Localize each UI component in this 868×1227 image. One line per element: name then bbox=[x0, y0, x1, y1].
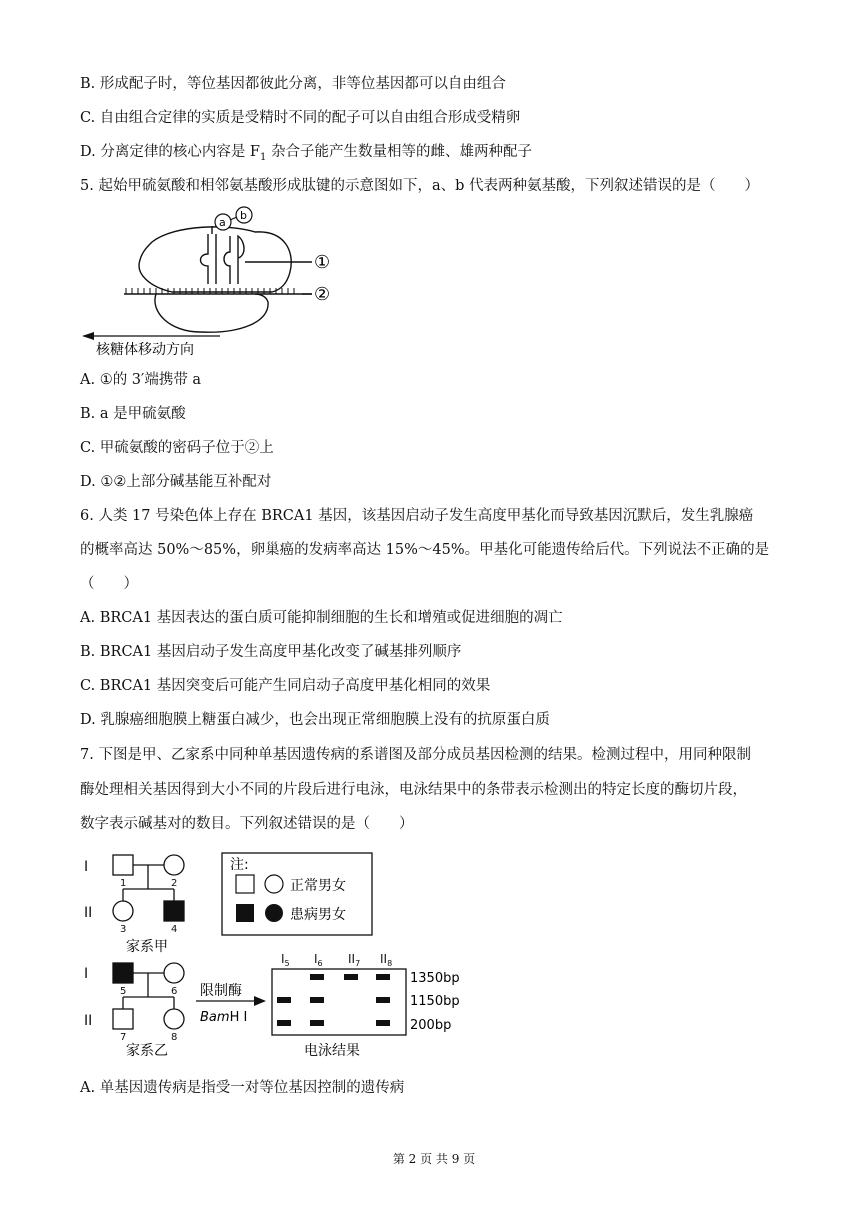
ribosome-figure bbox=[80, 202, 380, 362]
q7-stem-line3: 数字表示碱基对的数目。下列叙述错误的是（ ） bbox=[80, 816, 414, 832]
gel-lane-label: $I_5$ bbox=[281, 952, 290, 968]
gel-size-1150: 1150bp bbox=[410, 994, 460, 1009]
pedigree-and-gel-figure bbox=[76, 845, 506, 1065]
gel-band bbox=[310, 997, 324, 1003]
gel-lane-label: $I_6$ bbox=[314, 952, 323, 968]
q6-option-a: A. BRCA1 基因表达的蛋白质可能抑制细胞的生长和增殖或促进细胞的凋亡 bbox=[80, 610, 563, 626]
gel-size-200: 200bp bbox=[410, 1018, 452, 1033]
generation-II-label-b: II bbox=[84, 1013, 93, 1029]
enzyme-name: BamH I bbox=[200, 1010, 248, 1025]
individual-5: 5 bbox=[120, 986, 127, 997]
q4-option-c: C. 自由组合定律的实质是受精时不同的配子可以自由组合形成受精卵 bbox=[80, 110, 521, 126]
q4-option-d: D. 分离定律的核心内容是 $F_1$ 杂合子能产生数量相等的雌、雄两种配子 bbox=[80, 144, 532, 163]
gel-band bbox=[376, 1020, 390, 1026]
gel-band bbox=[344, 974, 358, 980]
gel-band bbox=[277, 1020, 291, 1026]
q7-option-a: A. 单基因遗传病是指受一对等位基因控制的遗传病 bbox=[80, 1080, 405, 1096]
gel-band bbox=[310, 1020, 324, 1026]
ribosome-direction-caption: 核糖体移动方向 bbox=[96, 342, 194, 358]
q7-stem-line2: 酶处理相关基因得到大小不同的片段后进行电泳，电泳结果中的条带表示检测出的特定长度的酶切片段， bbox=[80, 782, 747, 798]
gel-band bbox=[376, 997, 390, 1003]
q5-option-b: B. a 是甲硫氨酸 bbox=[80, 406, 186, 422]
amino-acid-a-label: a bbox=[219, 216, 226, 229]
gel-lane-label: $II_8$ bbox=[380, 952, 393, 968]
individual-6: 6 bbox=[171, 986, 178, 997]
individual-8: 8 bbox=[171, 1032, 178, 1043]
label-2: ② bbox=[314, 284, 331, 305]
gel-band bbox=[277, 997, 291, 1003]
q6-option-c: C. BRCA1 基因突变后可能产生同启动子高度甲基化相同的效果 bbox=[80, 678, 491, 694]
family-a-label: 家系甲 bbox=[126, 939, 168, 955]
legend-normal: 正常男女 bbox=[290, 878, 346, 894]
q5-option-c: C. 甲硫氨酸的密码子位于②上 bbox=[80, 440, 274, 456]
q6-stem-line1: 6. 人类 17 号染色体上存在 BRCA1 基因，该基因启动子发生高度甲基化而导致基因沉默后，发生乳腺癌 bbox=[80, 508, 754, 524]
generation-I-label-b: I bbox=[84, 966, 89, 982]
page-footer: 第 2 页 共 9 页 bbox=[392, 1152, 476, 1166]
individual-2: 2 bbox=[171, 878, 178, 889]
label-1: ① bbox=[314, 252, 331, 273]
generation-II-label-a: II bbox=[84, 905, 93, 921]
individual-1: 1 bbox=[120, 878, 127, 889]
legend-affected: 患病男女 bbox=[290, 907, 346, 923]
q7-stem-line1: 7. 下图是甲、乙家系中同种单基因遗传病的系谱图及部分成员基因检测的结果。检测过程中，用同种限制 bbox=[80, 747, 751, 763]
gel-size-1350: 1350bp bbox=[410, 971, 460, 986]
q6-stem-line2: 的概率高达 50%～85%，卵巢癌的发病率高达 15%～45%。甲基化可能遗传给后代。下列说法不正确的是 bbox=[80, 542, 770, 558]
q6-option-b: B. BRCA1 基因启动子发生高度甲基化改变了碱基排列顺序 bbox=[80, 644, 462, 660]
individual-7: 7 bbox=[120, 1032, 127, 1043]
q5-option-d: D. ①②上部分碱基能互补配对 bbox=[80, 474, 272, 490]
q5-stem: 5. 起始甲硫氨酸和相邻氨基酸形成肽键的示意图如下，a、b 代表两种氨基酸，下列叙述错误的是（ ） bbox=[80, 178, 759, 194]
enzyme-label: 限制酶 bbox=[200, 983, 242, 999]
gel-lane-label: $II_7$ bbox=[348, 952, 361, 968]
gel-caption: 电泳结果 bbox=[304, 1043, 360, 1059]
family-b-label: 家系乙 bbox=[126, 1043, 168, 1059]
q5-option-a: A. ①的 3′端携带 a bbox=[80, 372, 202, 388]
amino-acid-b-label: b bbox=[240, 209, 247, 222]
individual-3: 3 bbox=[120, 924, 127, 935]
q6-stem-line3: （ ） bbox=[80, 576, 138, 592]
q4-option-b: B. 形成配子时，等位基因都彼此分离，非等位基因都可以自由组合 bbox=[80, 76, 506, 92]
individual-4: 4 bbox=[171, 924, 178, 935]
legend-title: 注: bbox=[230, 857, 249, 873]
gel-band bbox=[310, 974, 324, 980]
gel-band bbox=[376, 974, 390, 980]
generation-I-label-a: I bbox=[84, 859, 89, 875]
q6-option-d: D. 乳腺癌细胞膜上糖蛋白减少，也会出现正常细胞膜上没有的抗原蛋白质 bbox=[80, 712, 550, 728]
